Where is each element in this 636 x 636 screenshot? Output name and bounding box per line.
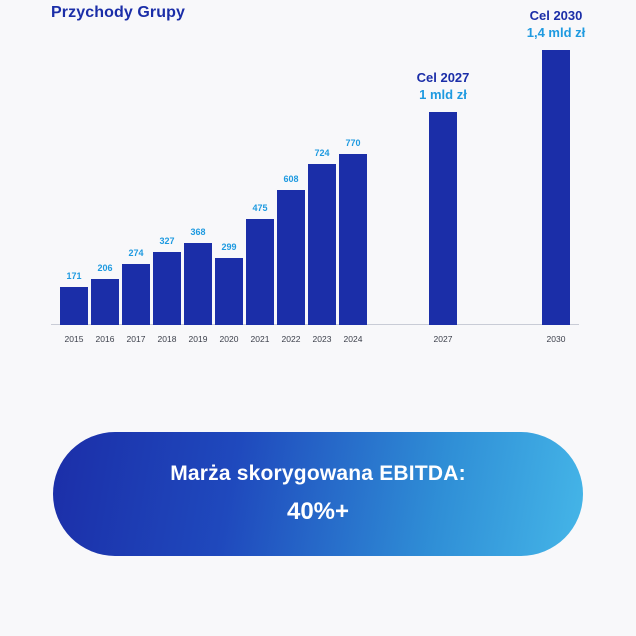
bar-label-2030: 2030 [546,334,566,344]
bar-2015[interactable] [60,287,88,325]
ebitda-banner [53,432,583,556]
bar-label-2027: 2027 [433,334,453,344]
bar-value-2018: 327 [159,236,175,246]
bar-value-2016: 206 [97,263,113,273]
bar-label-2018: 2018 [157,334,177,344]
bar-2016[interactable] [91,279,119,325]
bar-label-2021: 2021 [250,334,270,344]
bar-2021[interactable] [246,219,274,325]
bar-2022[interactable] [277,190,305,325]
ebitda-banner-title: Marża skorygowana EBITDA: [170,462,466,485]
bar-value-2020: 299 [221,242,237,252]
bar-group-2027[interactable] [416,70,470,344]
bar-2018[interactable] [153,252,181,325]
bar-2030[interactable] [542,50,570,325]
bar-value-2021: 475 [252,203,268,213]
bar-2020[interactable] [215,258,243,325]
bar-value-2015: 171 [66,271,82,281]
page-title: Przychody Grupy [51,4,185,21]
bar-group-2020[interactable] [215,242,243,344]
bar-group-2021[interactable] [246,203,274,344]
bar-2023[interactable] [308,164,336,325]
bar-label-2024: 2024 [343,334,363,344]
target-2030-line2: 1,4 mld zł [526,25,586,40]
target-annotation-2027 [417,70,470,103]
bar-group-2019[interactable] [184,227,212,344]
target-2030-line1: Cel 2030 [529,8,583,23]
bar-label-2015: 2015 [64,334,84,344]
bar-value-2023: 724 [314,148,330,158]
bar-group-2022[interactable] [277,174,305,344]
target-annotation-2030 [527,8,586,41]
bar-value-2022: 608 [283,174,299,184]
bar-label-2019: 2019 [188,334,208,344]
bar-2024[interactable] [339,154,367,325]
bar-label-2017: 2017 [126,334,146,344]
target-2027-line2: 1 mld zł [419,87,467,102]
bar-group-2024[interactable] [339,138,367,344]
bar-2027[interactable] [429,112,457,325]
bar-group-2016[interactable] [91,263,119,344]
bar-group-2030[interactable] [526,8,586,344]
bar-group-2018[interactable] [153,236,181,344]
bar-label-2020: 2020 [219,334,239,344]
bar-group-2017[interactable] [122,248,150,344]
bar-value-2019: 368 [190,227,206,237]
bar-2019[interactable] [184,243,212,325]
ebitda-banner-value: 40%+ [286,498,350,525]
target-2027-line1: Cel 2027 [416,70,470,85]
bar-value-2024: 770 [345,138,361,148]
bar-2017[interactable] [122,264,150,325]
bar-group-2015[interactable] [60,271,88,344]
bar-label-2023: 2023 [312,334,332,344]
bar-label-2022: 2022 [281,334,301,344]
bar-label-2016: 2016 [95,334,115,344]
bar-value-2017: 274 [128,248,144,258]
bar-group-2023[interactable] [308,148,336,344]
